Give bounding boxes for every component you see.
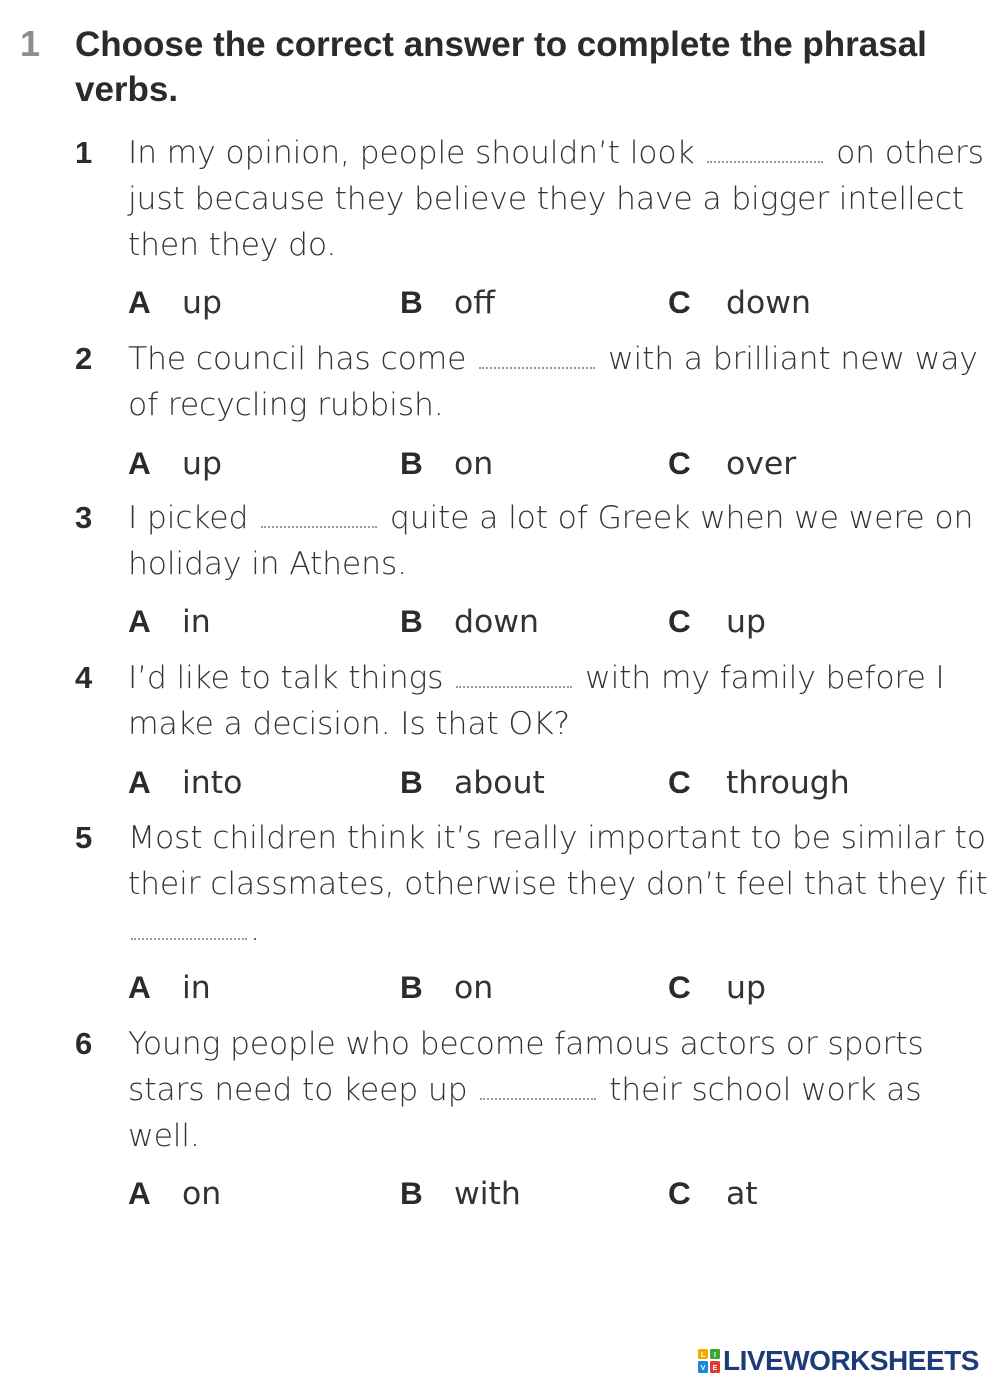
option-c[interactable] [668, 440, 796, 487]
option-text: at [726, 1176, 758, 1212]
question-text-after: quite a lot of Greek when we were on holiday in Athens. [128, 500, 974, 582]
question-text-before: Young people who become famous actors or sports stars need to keep up [128, 1026, 924, 1108]
question-number: 4 [75, 660, 93, 695]
answer-blank[interactable] [131, 916, 247, 940]
question-text-before: Most children think it’s really important to be similar to their classmates, otherwise they don’t feel that they fit [128, 820, 988, 902]
answer-blank[interactable] [479, 345, 595, 369]
question-text [128, 815, 998, 953]
question-text-before: I’d like to talk things [128, 660, 444, 696]
liveworksheets-logo-icon [698, 1349, 720, 1373]
answer-options [128, 598, 948, 644]
question-text-before: The council has come [128, 341, 467, 377]
option-text: down [454, 604, 539, 640]
svg-text:E: E [712, 1365, 718, 1372]
option-letter: A [128, 969, 151, 1005]
option-text: with [454, 1176, 521, 1212]
question-text-after: with a brilliant new way of recycling rubbish. [128, 341, 978, 423]
question-number: 5 [75, 820, 93, 855]
option-text: down [726, 285, 811, 321]
answer-blank[interactable] [261, 504, 377, 528]
option-text: into [182, 765, 243, 801]
option-b[interactable] [400, 759, 545, 806]
option-letter: B [400, 603, 423, 639]
option-text: on [454, 446, 494, 482]
question-text-after: on others just because they believe they have a bigger intellect then they do. [128, 135, 984, 263]
option-c[interactable] [668, 964, 766, 1011]
answer-options [128, 964, 948, 1010]
option-b[interactable] [400, 598, 539, 645]
question-text [128, 495, 998, 587]
question-text [128, 130, 998, 268]
answer-options [128, 440, 948, 486]
option-letter: C [668, 603, 691, 639]
option-a[interactable] [128, 598, 211, 645]
question-number: 3 [75, 500, 93, 535]
option-a[interactable] [128, 964, 211, 1011]
option-b[interactable] [400, 440, 493, 487]
option-letter: C [668, 445, 691, 481]
option-letter: A [128, 603, 151, 639]
option-b[interactable] [400, 964, 493, 1011]
option-text: up [182, 285, 222, 321]
option-a[interactable] [128, 1170, 221, 1217]
option-text: about [454, 765, 545, 801]
option-letter: C [668, 284, 691, 320]
question-text [128, 1021, 998, 1159]
option-text: up [726, 604, 766, 640]
option-text: over [726, 446, 797, 482]
option-text: in [182, 604, 211, 640]
option-letter: A [128, 1175, 151, 1211]
option-a[interactable] [128, 759, 242, 806]
question-text-after: their school work as well. [128, 1072, 922, 1154]
question-text-after: . [250, 912, 260, 948]
option-letter: C [668, 1175, 691, 1211]
option-text: up [182, 446, 222, 482]
option-letter: B [400, 1175, 423, 1211]
question-text-before: I picked [128, 500, 249, 536]
exercise-instruction: Choose the correct answer to complete the phrasal verbs. [75, 25, 927, 109]
option-b[interactable] [400, 279, 495, 326]
option-letter: B [400, 764, 423, 800]
option-text: off [454, 285, 495, 321]
svg-text:I: I [714, 1352, 716, 1359]
liveworksheets-logo [698, 1343, 979, 1379]
question-number: 1 [75, 135, 93, 170]
option-letter: B [400, 284, 423, 320]
option-a[interactable] [128, 440, 222, 487]
answer-options [128, 1170, 948, 1216]
option-letter: B [400, 445, 423, 481]
option-text: on [182, 1176, 222, 1212]
svg-text:V: V [700, 1365, 706, 1372]
question-text-after: with my family before I make a decision. Is that OK? [128, 660, 945, 742]
option-a[interactable] [128, 279, 222, 326]
option-c[interactable] [668, 1170, 758, 1217]
answer-blank[interactable] [707, 139, 823, 163]
question-number: 6 [75, 1026, 93, 1061]
answer-blank[interactable] [480, 1076, 596, 1100]
option-letter: A [128, 764, 151, 800]
answer-options [128, 759, 948, 805]
answer-blank[interactable] [456, 664, 572, 688]
option-c[interactable] [668, 759, 850, 806]
option-text: up [726, 970, 766, 1006]
option-letter: C [668, 969, 691, 1005]
option-c[interactable] [668, 598, 766, 645]
option-letter: B [400, 969, 423, 1005]
option-letter: A [128, 284, 151, 320]
exercise-number: 1 [20, 23, 41, 64]
option-letter: C [668, 764, 691, 800]
svg-text:L: L [700, 1352, 706, 1359]
answer-options [128, 279, 948, 325]
option-text: through [726, 765, 850, 801]
question-text [128, 655, 998, 747]
logo-text: LIVEWORKSHEETS [723, 1345, 979, 1376]
question-text [128, 336, 998, 428]
option-text: on [454, 970, 494, 1006]
question-number: 2 [75, 341, 93, 376]
option-c[interactable] [668, 279, 811, 326]
option-b[interactable] [400, 1170, 521, 1217]
option-text: in [182, 970, 211, 1006]
option-letter: A [128, 445, 151, 481]
question-text-before: In my opinion, people shouldn’t look [128, 135, 695, 171]
